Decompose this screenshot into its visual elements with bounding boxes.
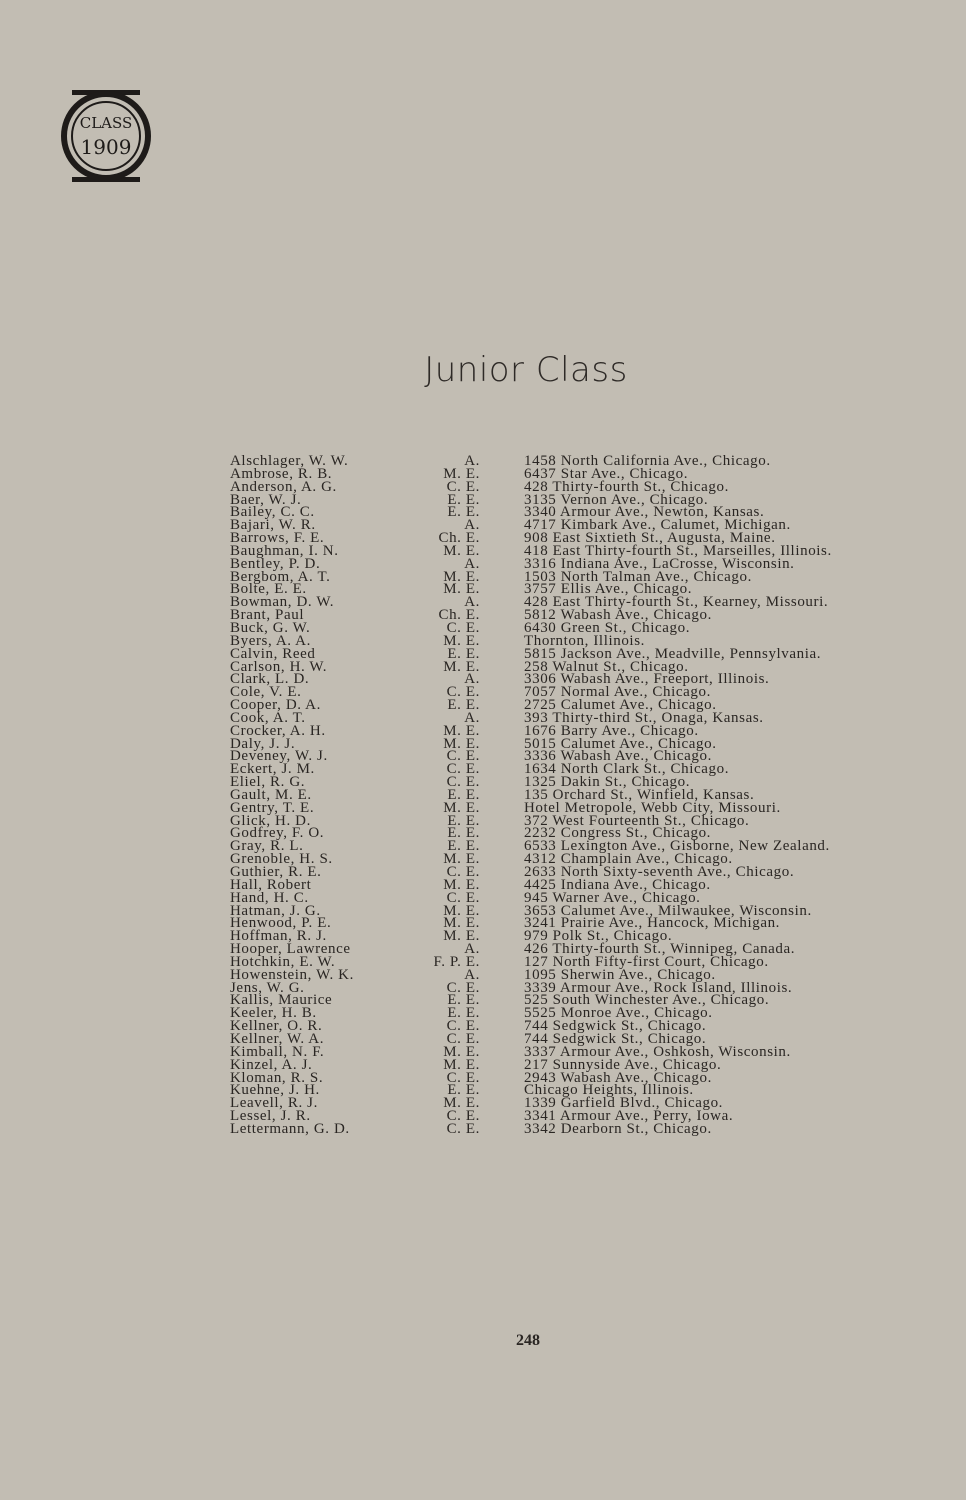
student-address: 4717 Kimbark Ave., Calumet, Michigan.	[524, 517, 791, 534]
student-name: Hall, Robert	[230, 876, 312, 893]
student-course: M. E.	[443, 876, 480, 893]
student-address: 393 Thirty-third St., Onaga, Kansas.	[524, 709, 764, 726]
student-course: C. E.	[446, 1018, 480, 1035]
student-course: M. E.	[443, 902, 480, 919]
student-name: Jens, W. G.	[230, 979, 305, 996]
student-course: E. E.	[447, 504, 480, 521]
student-course: M. E.	[443, 851, 480, 868]
student-name: Guthier, R. E.	[230, 864, 322, 880]
student-address: 3342 Dearborn St., Chicago.	[524, 1120, 712, 1137]
student-name: Hatman, J. G.	[230, 902, 321, 919]
student-address: 4312 Champlain Ave., Chicago.	[524, 851, 733, 868]
student-name: Barrows, F. E.	[230, 530, 325, 547]
student-course: E. E.	[447, 825, 480, 842]
student-address: 418 East Thirty-fourth St., Marseilles, Illinois.	[524, 542, 832, 559]
student-course: C. E.	[446, 1030, 480, 1047]
student-course: E. E.	[447, 786, 480, 803]
student-name: Baughman, I. N.	[230, 542, 339, 559]
page-title: Junior Class	[424, 350, 628, 390]
student-address: 7057 Normal Ave., Chicago.	[524, 684, 711, 701]
student-name: Calvin, Reed	[230, 645, 316, 662]
student-name: Gentry, T. E.	[230, 799, 315, 816]
student-course: C. E.	[446, 619, 480, 636]
student-course: E. E.	[447, 1005, 480, 1022]
student-course: E. E.	[447, 992, 480, 1009]
student-address: 127 North Fifty-first Court, Chicago.	[524, 953, 769, 970]
student-course: E. E.	[447, 812, 480, 829]
student-address: 5812 Wabash Ave., Chicago.	[524, 607, 712, 624]
student-address: 2725 Calumet Ave., Chicago.	[524, 697, 717, 714]
student-course: A.	[464, 453, 480, 469]
student-course: M. E.	[443, 1056, 480, 1073]
student-course: E. E.	[447, 1082, 480, 1099]
student-address: 5525 Monroe Ave., Chicago.	[524, 1005, 713, 1022]
student-course: M. E.	[443, 735, 480, 752]
student-name: Gault, M. E.	[230, 786, 312, 803]
student-name: Leavell, R. J.	[230, 1095, 318, 1112]
student-address: 979 Polk St., Chicago.	[524, 928, 673, 945]
student-address: 908 East Sixtieth St., Augusta, Maine.	[524, 530, 776, 547]
roster-row	[230, 1120, 930, 1137]
student-address: 3757 Ellis Ave., Chicago.	[524, 581, 693, 598]
student-course: A.	[464, 517, 480, 534]
student-address: 2943 Wabash Ave., Chicago.	[524, 1069, 712, 1086]
student-course: C. E.	[446, 979, 480, 996]
student-name: Bolte, E. E.	[230, 581, 307, 598]
student-address: 3135 Vernon Ave., Chicago.	[524, 491, 709, 508]
student-address: 1339 Garfield Blvd., Chicago.	[524, 1095, 724, 1112]
student-course: M. E.	[443, 542, 480, 559]
student-name: Bentley, P. D.	[230, 555, 321, 572]
student-course: C. E.	[446, 1108, 480, 1125]
student-address: 3340 Armour Ave., Newton, Kansas.	[524, 504, 765, 521]
student-name: Henwood, P. E.	[230, 915, 332, 932]
student-name: Eckert, J. M.	[230, 761, 315, 778]
student-name: Gray, R. L.	[230, 838, 304, 855]
student-course: E. E.	[447, 838, 480, 855]
student-address: 2633 North Sixty-seventh Ave., Chicago.	[524, 864, 795, 880]
student-name: Alschlager, W. W.	[230, 453, 349, 469]
student-course: C. E.	[446, 1069, 480, 1086]
student-address: 744 Sedgwick St., Chicago.	[524, 1018, 707, 1035]
student-address: 3336 Wabash Ave., Chicago.	[524, 748, 712, 765]
student-name: Deveney, W. J.	[230, 748, 328, 765]
student-address: 6533 Lexington Ave., Gisborne, New Zealand.	[524, 838, 830, 855]
student-name: Eliel, R. G.	[230, 774, 306, 791]
student-address: 6430 Green St., Chicago.	[524, 619, 691, 636]
student-course: M. E.	[443, 928, 480, 945]
student-name: Byers, A. A.	[230, 632, 311, 649]
student-address: 6437 Star Ave., Chicago.	[524, 465, 689, 482]
student-address: 3341 Armour Ave., Perry, Iowa.	[524, 1108, 734, 1125]
student-course: C. E.	[446, 748, 480, 765]
student-course: E. E.	[447, 645, 480, 662]
student-address: 372 West Fourteenth St., Chicago.	[524, 812, 750, 829]
student-address: 1503 North Talman Ave., Chicago.	[524, 568, 752, 585]
student-address: 258 Walnut St., Chicago.	[524, 658, 689, 675]
student-address: 426 Thirty-fourth St., Winnipeg, Canada.	[524, 941, 796, 958]
student-name: Hand, H. C.	[230, 889, 309, 906]
student-name: Glick, H. D.	[230, 812, 311, 829]
student-course: C. E.	[446, 1120, 480, 1137]
student-name: Howenstein, W. K.	[230, 966, 354, 983]
student-name: Bergbom, A. T.	[230, 568, 331, 585]
student-course: M. E.	[443, 658, 480, 675]
student-name: Kuehne, J. H.	[230, 1082, 320, 1099]
student-address: 5815 Jackson Ave., Meadville, Pennsylvania.	[524, 645, 822, 662]
student-address: 3653 Calumet Ave., Milwaukee, Wisconsin.	[524, 902, 812, 919]
student-name: Cook, A. T.	[230, 709, 306, 726]
student-roster	[230, 455, 930, 1136]
student-name: Grenoble, H. S.	[230, 851, 333, 868]
student-address: Thornton, Illinois.	[524, 632, 645, 649]
student-name: Keeler, H. B.	[230, 1005, 317, 1022]
student-name: Buck, G. W.	[230, 619, 311, 636]
student-address: 2232 Congress St., Chicago.	[524, 825, 712, 842]
student-course: Ch. E.	[438, 607, 480, 624]
student-course: A.	[464, 555, 480, 572]
student-course: M. E.	[443, 568, 480, 585]
student-address: 1634 North Clark St., Chicago.	[524, 761, 730, 778]
student-address: 1676 Barry Ave., Chicago.	[524, 722, 699, 739]
student-course: C. E.	[446, 774, 480, 791]
student-address: 525 South Winchester Ave., Chicago.	[524, 992, 770, 1009]
student-address: 3306 Wabash Ave., Freeport, Illinois.	[524, 671, 770, 688]
student-name: Kallis, Maurice	[230, 992, 333, 1009]
student-course: M. E.	[443, 465, 480, 482]
student-course: A.	[464, 709, 480, 726]
student-name: Crocker, A. H.	[230, 722, 326, 739]
student-name: Hoffman, R. J.	[230, 928, 327, 945]
page-number: 248	[516, 1332, 540, 1349]
student-name: Ambrose, R. B.	[230, 465, 333, 482]
student-course: M. E.	[443, 632, 480, 649]
student-course: A.	[464, 671, 480, 688]
student-name: Bajari, W. R.	[230, 517, 316, 534]
student-course: M. E.	[443, 915, 480, 932]
student-course: E. E.	[447, 491, 480, 508]
student-course: M. E.	[443, 799, 480, 816]
student-name: Kellner, O. R.	[230, 1018, 323, 1035]
student-address: 4425 Indiana Ave., Chicago.	[524, 876, 711, 893]
student-name: Godfrey, F. O.	[230, 825, 325, 842]
svg-text:CLASS: CLASS	[79, 114, 133, 132]
student-course: A.	[464, 941, 480, 958]
student-course: E. E.	[447, 697, 480, 714]
student-name: Kimball, N. F.	[230, 1043, 325, 1060]
student-name: Bailey, C. C.	[230, 504, 315, 521]
student-course: A.	[464, 594, 480, 611]
student-name: Baer, W. J.	[230, 491, 302, 508]
student-name: Lettermann, G. D.	[230, 1120, 350, 1137]
student-course: C. E.	[446, 761, 480, 778]
svg-text:1909: 1909	[80, 135, 132, 159]
student-name: Hooper, Lawrence	[230, 941, 351, 958]
student-name: Clark, L. D.	[230, 671, 310, 688]
student-name: Carlson, H. W.	[230, 658, 328, 675]
student-name: Daly, J. J.	[230, 735, 296, 752]
student-address: 428 Thirty-fourth St., Chicago.	[524, 478, 729, 495]
student-course: C. E.	[446, 864, 480, 880]
class-emblem-logo	[58, 88, 154, 184]
student-course: C. E.	[446, 684, 480, 701]
student-course: C. E.	[446, 889, 480, 906]
student-address: 3241 Prairie Ave., Hancock, Michigan.	[524, 915, 781, 932]
student-name: Kellner, W. A.	[230, 1030, 325, 1047]
student-name: Cole, V. E.	[230, 684, 302, 701]
student-address: 1325 Dakin St., Chicago.	[524, 774, 691, 791]
student-address: 3337 Armour Ave., Oshkosh, Wisconsin.	[524, 1043, 791, 1060]
student-course: Ch. E.	[438, 530, 480, 547]
student-name: Brant, Paul	[230, 607, 305, 624]
student-address: 3339 Armour Ave., Rock Island, Illinois.	[524, 979, 793, 996]
student-address: 135 Orchard St., Winfield, Kansas.	[524, 786, 755, 803]
student-name: Lessel, J. R.	[230, 1108, 311, 1125]
student-course: M. E.	[443, 722, 480, 739]
student-address: 744 Sedgwick St., Chicago.	[524, 1030, 707, 1047]
student-address: 1458 North California Ave., Chicago.	[524, 453, 771, 469]
student-address: Chicago Heights, Illinois.	[524, 1082, 694, 1099]
student-course: F. P. E.	[433, 953, 480, 970]
student-name: Kinzel, A. J.	[230, 1056, 313, 1073]
student-name: Kloman, R. S.	[230, 1069, 324, 1086]
student-address: 945 Warner Ave., Chicago.	[524, 889, 701, 906]
student-course: A.	[464, 966, 480, 983]
student-address: 5015 Calumet Ave., Chicago.	[524, 735, 717, 752]
student-address: 217 Sunnyside Ave., Chicago.	[524, 1056, 722, 1073]
student-name: Cooper, D. A.	[230, 697, 321, 714]
student-name: Bowman, D. W.	[230, 594, 335, 611]
student-name: Hotchkin, E. W.	[230, 953, 336, 970]
student-name: Anderson, A. G.	[230, 478, 337, 495]
student-address: Hotel Metropole, Webb City, Missouri.	[524, 799, 781, 816]
student-course: C. E.	[446, 478, 480, 495]
student-address: 3316 Indiana Ave., LaCrosse, Wisconsin.	[524, 555, 795, 572]
student-address: 428 East Thirty-fourth St., Kearney, Missouri.	[524, 594, 829, 611]
student-course: M. E.	[443, 1095, 480, 1112]
student-course: M. E.	[443, 1043, 480, 1060]
student-course: M. E.	[443, 581, 480, 598]
student-address: 1095 Sherwin Ave., Chicago.	[524, 966, 716, 983]
